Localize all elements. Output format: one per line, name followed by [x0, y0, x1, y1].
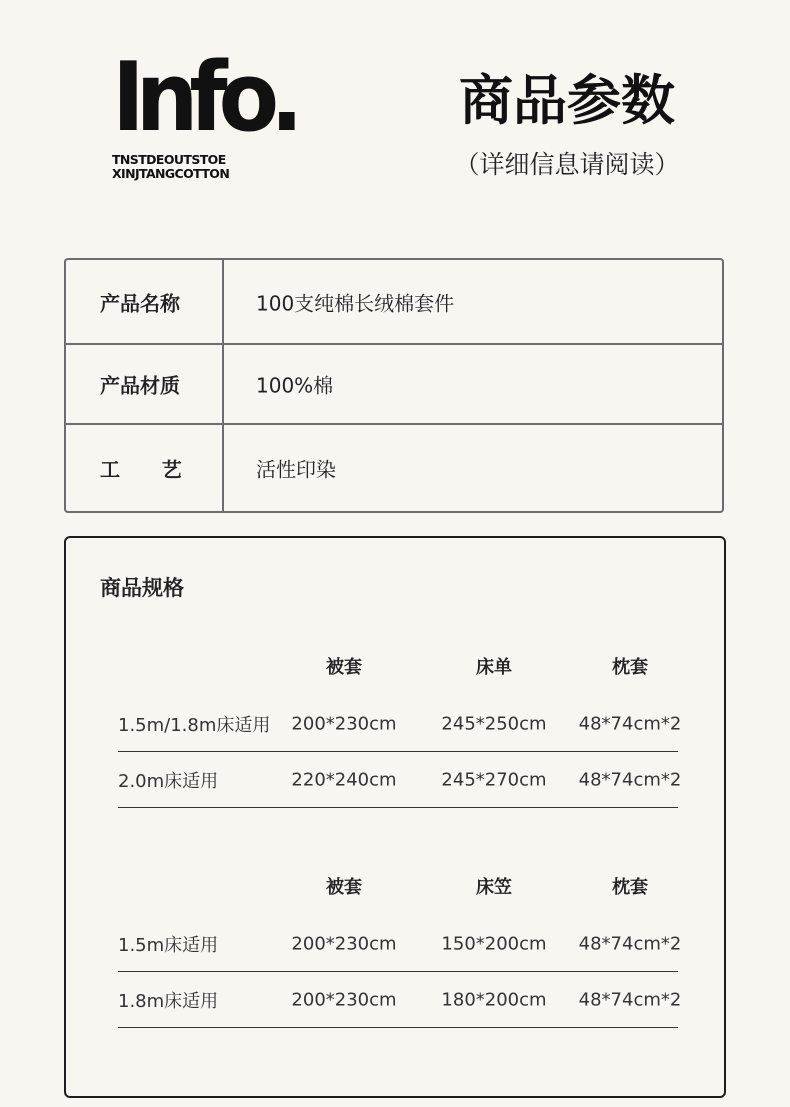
table-cell: 200*230cm [291, 989, 397, 1010]
param-row-material [66, 345, 722, 425]
column-divider [222, 260, 224, 343]
table-row [118, 972, 682, 1028]
page-subtitle: （详细信息请阅读） [454, 150, 680, 179]
parameter-table [64, 258, 724, 513]
brand-logo: Info. [112, 41, 295, 153]
header-cell: 被套 [326, 657, 362, 678]
table-cell: 48*74cm*2 [578, 713, 682, 734]
table-row [118, 696, 682, 752]
row-label: 2.0m床适用 [118, 770, 219, 792]
param-value: 活性印染 [256, 457, 336, 482]
table-cell: 150*200cm [441, 933, 547, 954]
param-label: 工 艺 [100, 457, 182, 482]
param-value: 100支纯棉长绒棉套件 [256, 291, 455, 315]
spec-title: 商品规格 [100, 576, 184, 600]
table-cell: 180*200cm [441, 989, 547, 1010]
table-cell: 200*230cm [291, 933, 397, 954]
table-row [118, 752, 682, 808]
table-row [118, 916, 682, 972]
row-label: 1.8m床适用 [118, 990, 219, 1012]
table-header [118, 650, 678, 682]
brand-logo-line1: TNSTDEOUTSTOE [112, 152, 226, 167]
table-cell: 245*270cm [441, 769, 547, 790]
param-row-name [66, 260, 722, 345]
param-row-process [66, 425, 722, 511]
header-cell: 被套 [326, 877, 362, 898]
table-header [118, 870, 678, 902]
column-divider [222, 345, 224, 423]
page-title: 商品参数 [459, 69, 675, 132]
spec-table-2 [118, 870, 682, 1028]
spec-box [64, 536, 726, 1098]
header-cell: 床单 [476, 657, 512, 678]
table-cell: 48*74cm*2 [578, 933, 682, 954]
header-cell: 枕套 [612, 877, 648, 898]
table-cell: 48*74cm*2 [578, 769, 682, 790]
param-value: 100%棉 [256, 373, 334, 398]
table-cell: 245*250cm [441, 713, 547, 734]
table-cell: 48*74cm*2 [578, 989, 682, 1010]
param-label: 产品材质 [100, 373, 180, 398]
row-label: 1.5m/1.8m床适用 [118, 714, 271, 736]
column-divider [222, 425, 224, 511]
table-cell: 200*230cm [291, 713, 397, 734]
param-label: 产品名称 [100, 291, 180, 315]
header-cell: 床笠 [476, 877, 512, 898]
spec-table-1 [118, 650, 682, 808]
header-cell: 枕套 [612, 657, 648, 678]
table-cell: 220*240cm [291, 769, 397, 790]
brand-logo-line2: XINJTANGCOTTON [112, 166, 230, 181]
row-label: 1.5m床适用 [118, 934, 219, 956]
